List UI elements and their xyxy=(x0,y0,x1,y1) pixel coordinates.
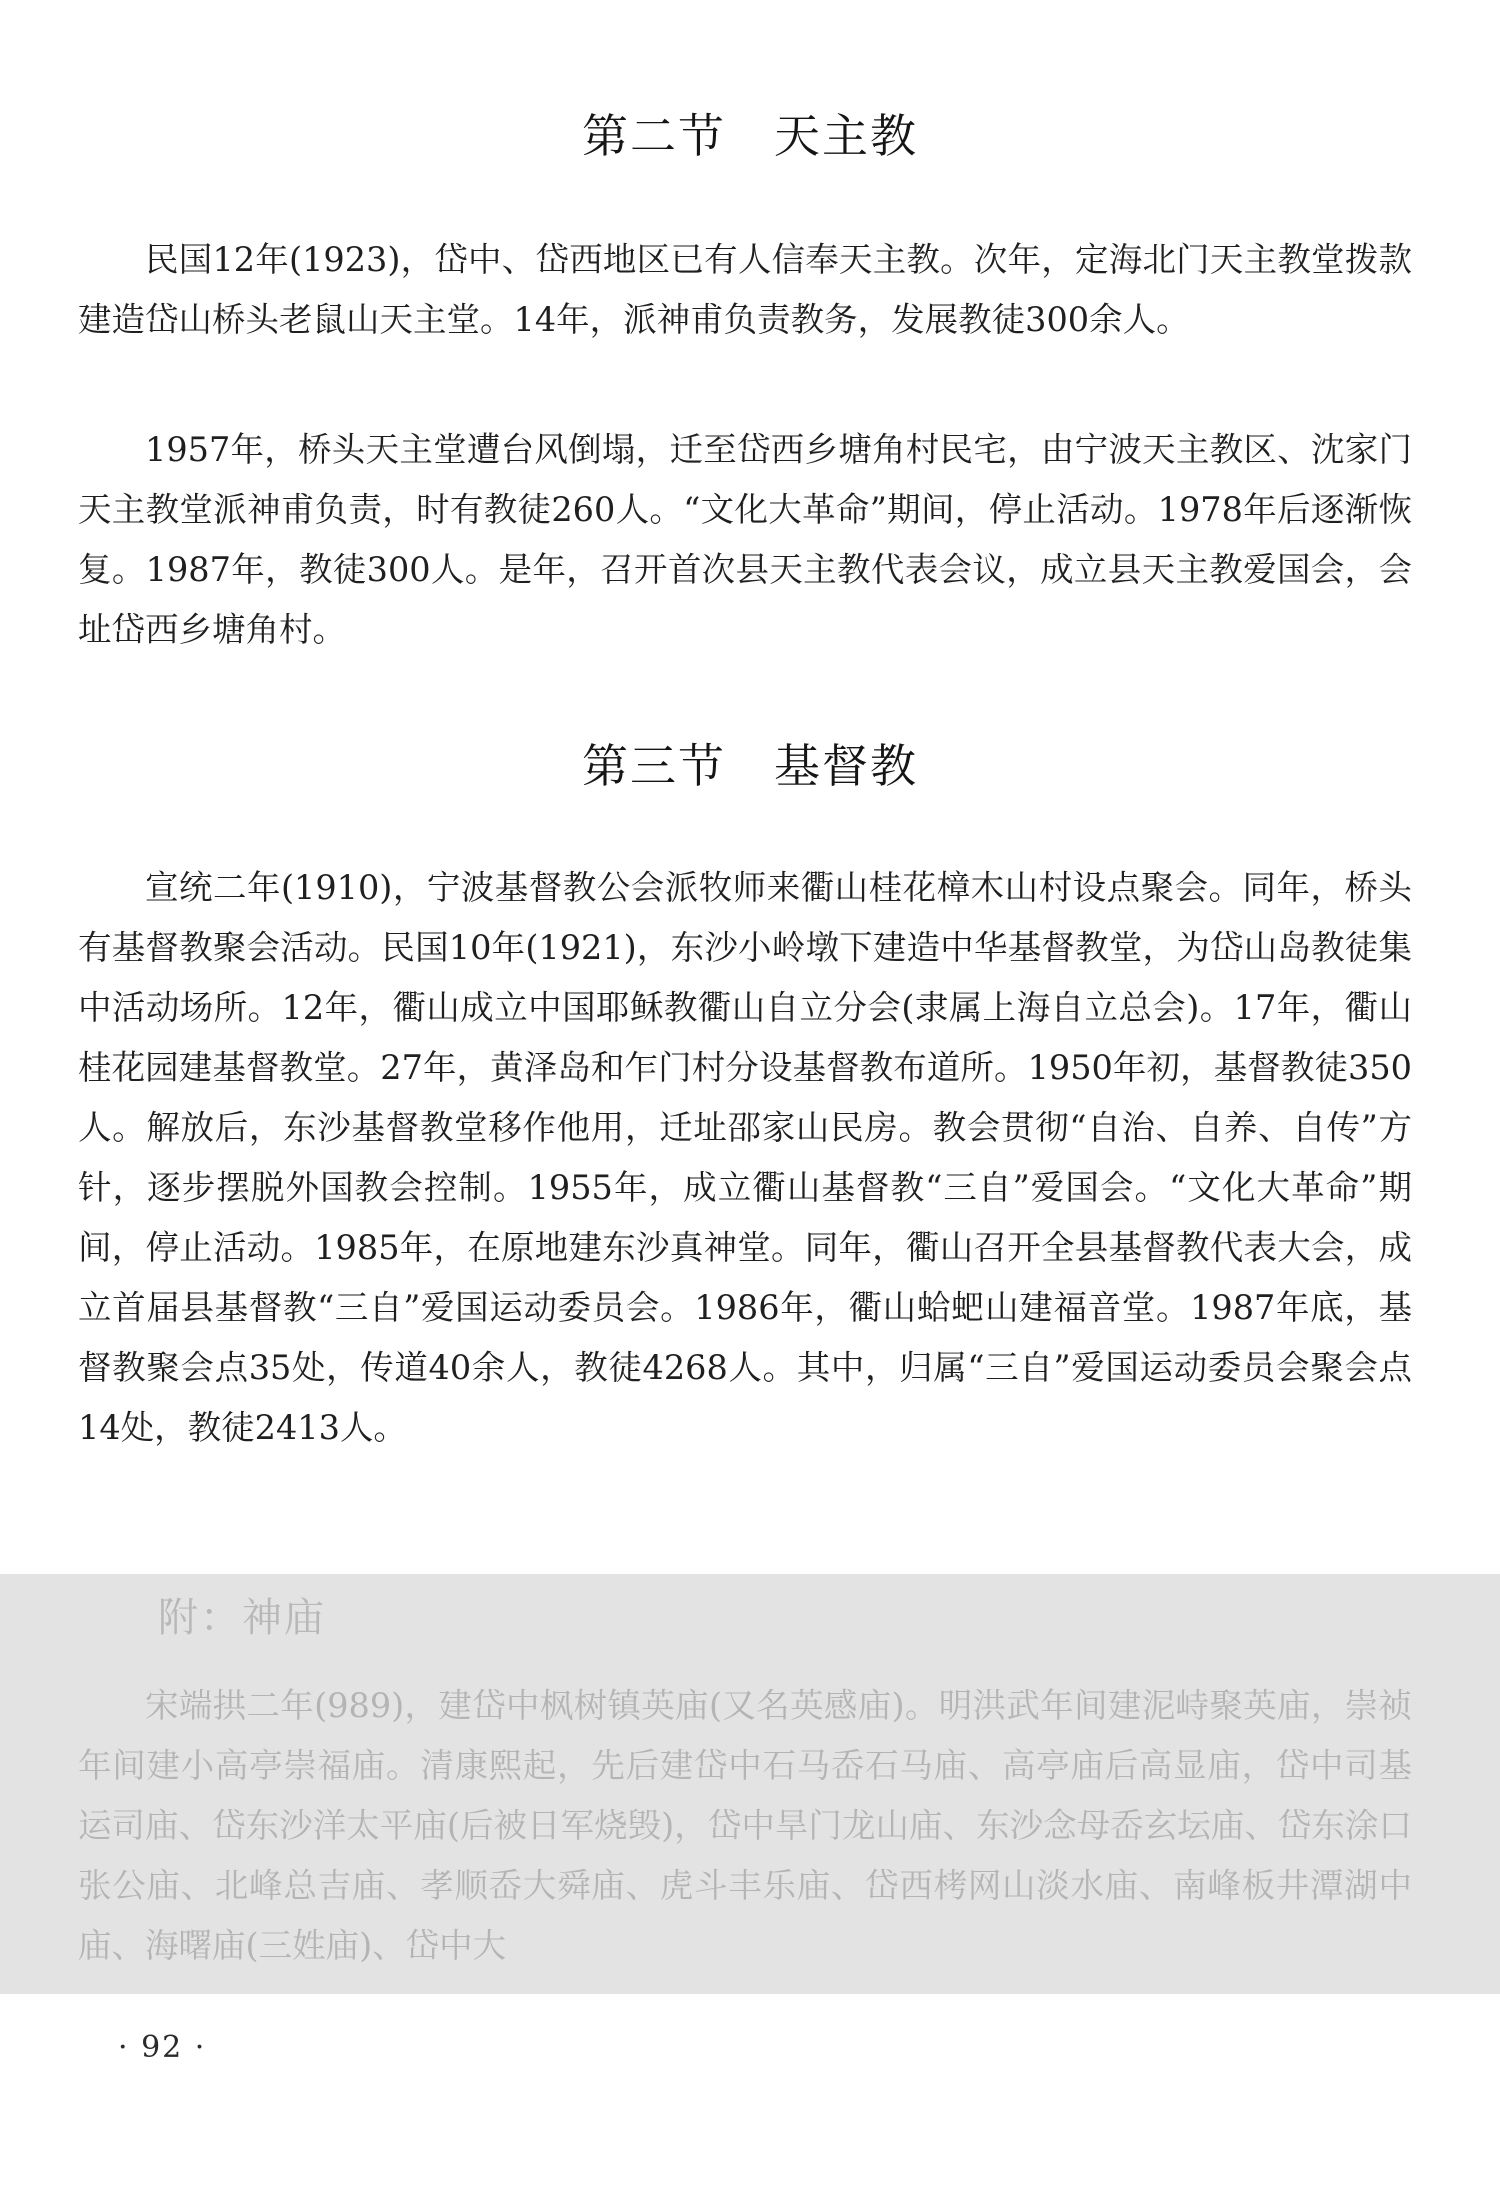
catholicism-paragraph-1: 民国12年(1923)，岱中、岱西地区已有人信奉天主教。次年，定海北门天主教堂拨款建造岱山桥头老鼠山天主堂。14年，派神甫负责教务，发展教徒300余人。 xyxy=(78,240,1412,339)
appendix-paragraph: 宋端拱二年(989)，建岱中枫树镇英庙(又名英感庙)。明洪武年间建泥峙聚英庙，崇祯年间建小高亭崇福庙。清康熙起，先后建岱中石马岙石马庙、高亭庙后高显庙，岱中司基运司庙、岱东沙洋太平庙(后被日军烧毁)，岱中旱门龙山庙、东沙念母岙玄坛庙、岱东涂口张公庙、北峰总吉庙、孝顺岙大舜庙、虎斗丰乐庙、岱西栲网山淡水庙、南峰板井潭湖中庙、海曙庙(三姓庙)、岱中大 xyxy=(78,1686,1412,1965)
section-heading-catholicism: 第二节 天主教 xyxy=(582,109,918,163)
christianity-paragraph-1: 宣统二年(1910)，宁波基督教公会派牧师来衢山桂花樟木山村设点聚会。同年，桥头有基督教聚会活动。民国10年(1921)，东沙小岭墩下建造中华基督教堂，为岱山岛教徒集中活动场所。12年，衢山成立中国耶稣教衢山自立分会(隶属上海自立总会)。17年，衢山桂花园建基督教堂。27年，黄泽岛和乍门村分设基督教布道所。1950年初，基督教徒350人。解放后，东沙基督教堂移作他用，迁址邵家山民房。教会贯彻“自治、自养、自传”方针，逐步摆脱外国教会控制。1955年，成立衢山基督教“三自”爱国会。“文化大革命”期间，停止活动。1985年，在原地建东沙真神堂。同年，衢山召开全县基督教代表大会，成立首届县基督教“三自”爱国运动委员会。1986年，衢山蛤蚆山建福音堂。1987年底，基督教聚会点35处，传道40余人，教徒4268人。其中，归属“三自”爱国运动委员会聚会点14处，教徒2413人。 xyxy=(78,868,1412,1447)
page-number: · 92 · xyxy=(118,2030,207,2065)
catholicism-paragraph-2: 1957年，桥头天主堂遭台风倒塌，迁至岱西乡塘角村民宅，由宁波天主教区、沈家门天主教堂派神甫负责，时有教徒260人。“文化大革命”期间，停止活动。1978年后逐渐恢复。1987年，教徒300人。是年，召开首次县天主教代表会议，成立县天主教爱国会，会址岱西乡塘角村。 xyxy=(78,430,1412,649)
appendix-title: 附：神庙 xyxy=(158,1595,326,1641)
section-heading-christianity: 第三节 基督教 xyxy=(582,739,918,793)
